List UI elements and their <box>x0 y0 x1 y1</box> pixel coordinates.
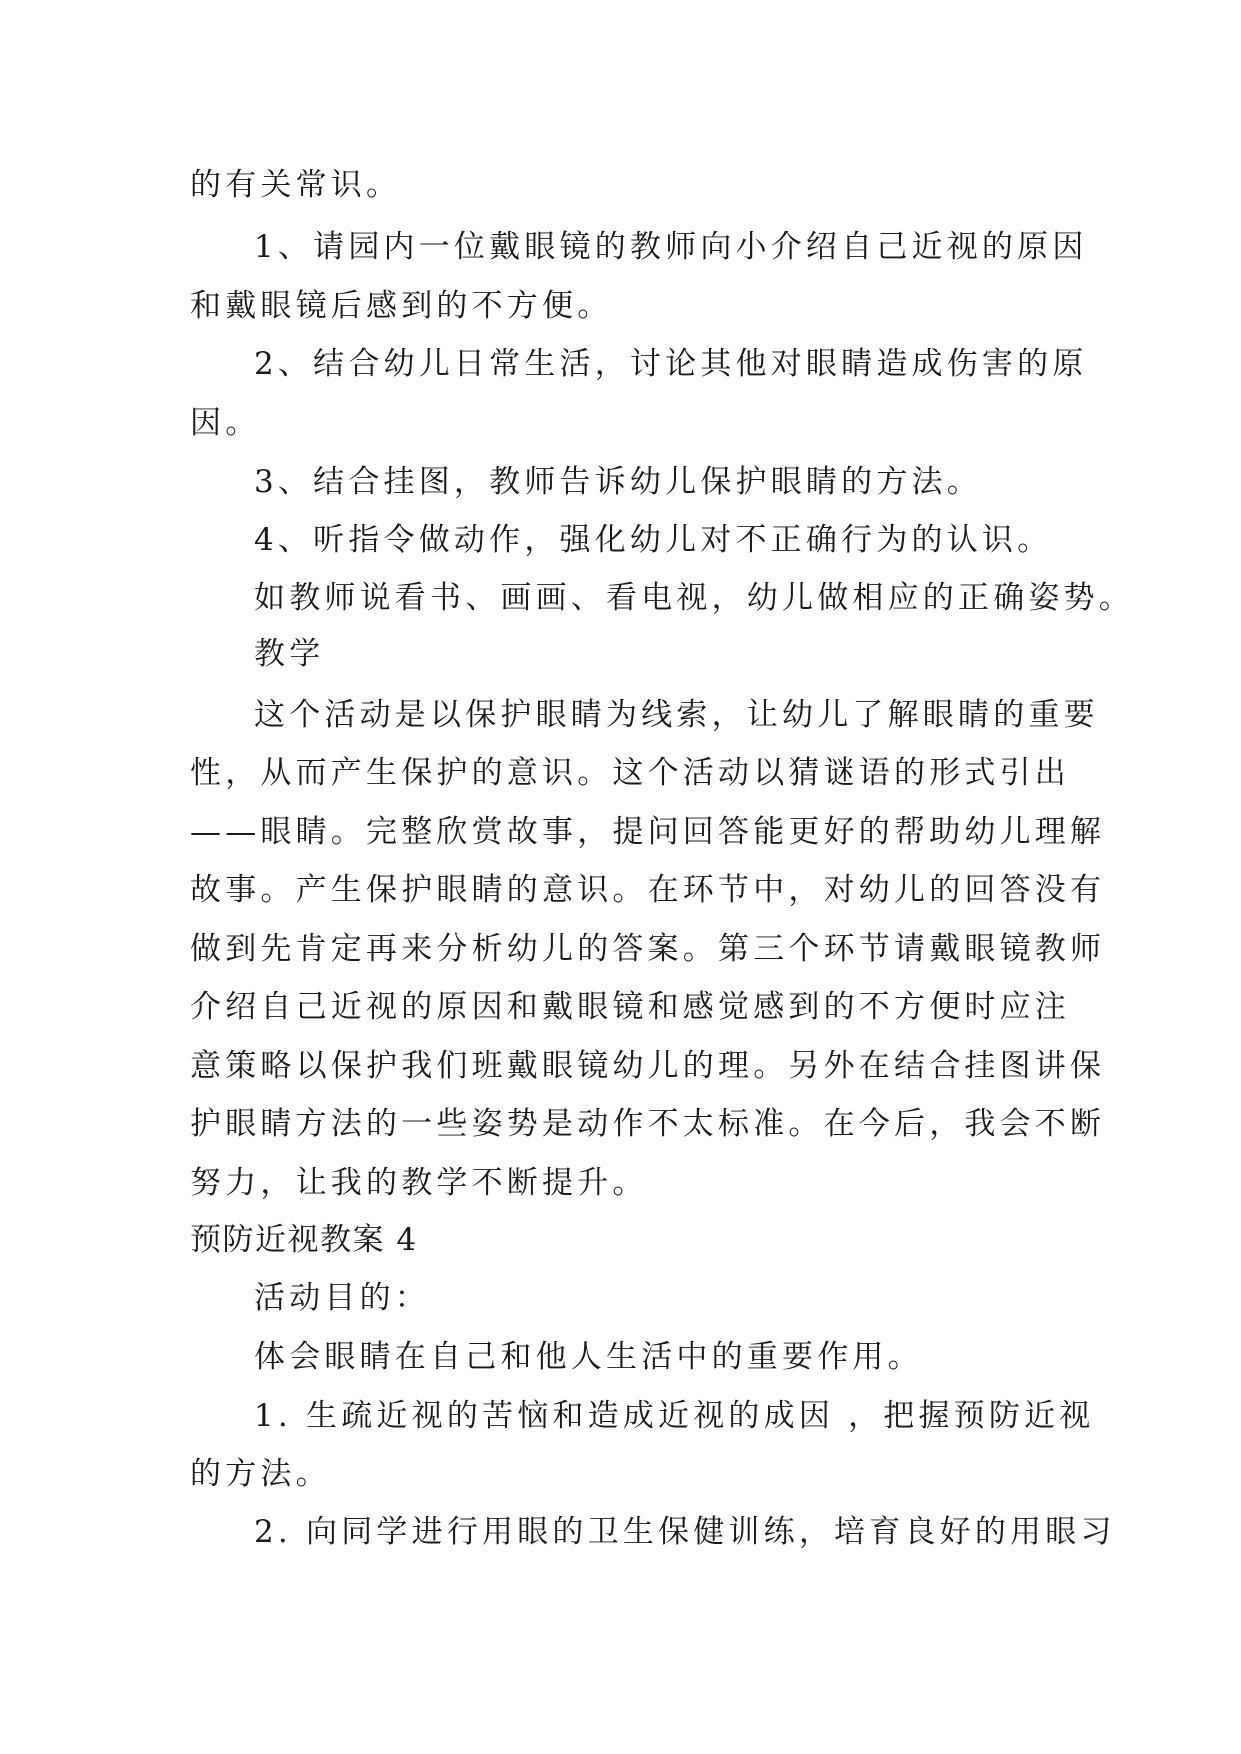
list-item-2: 2、结合幼儿日常生活，讨论其他对眼睛造成伤害的原 <box>254 346 1088 382</box>
section-label: 教学 <box>254 636 325 672</box>
paragraph-line: 性，从而产生保护的意识。这个活动以猜谜语的形式引出 <box>190 755 1070 791</box>
paragraph-line: 努力，让我的教学不断提升。 <box>190 1165 648 1201</box>
list-item-1: 1. 生疏近视的苦恼和造成近视的成因 ，把握预防近视 <box>254 1398 1095 1434</box>
list-item-2: 2. 向同学进行用眼的卫生保健训练，培育良好的用眼习 <box>254 1514 1116 1550</box>
paragraph-line: 故事。产生保护眼睛的意识。在环节中，对幼儿的回答没有 <box>190 872 1106 908</box>
list-item-1: 1、请园内一位戴眼镜的教师向小介绍自己近视的原因 <box>254 229 1088 265</box>
subheading: 活动目的： <box>254 1280 430 1316</box>
paragraph-line: 护眼睛方法的一些姿势是动作不太标准。在今后，我会不断 <box>190 1106 1106 1142</box>
paragraph-line: 做到先肯定再来分析幼儿的答案。第三个环节请戴眼镜教师 <box>190 931 1106 967</box>
paragraph-line: 的有关常识。 <box>190 167 402 203</box>
list-item-3: 3、结合挂图，教师告诉幼儿保护眼睛的方法。 <box>254 464 982 500</box>
paragraph-line: 体会眼睛在自己和他人生活中的重要作用。 <box>254 1339 923 1375</box>
section-heading: 预防近视教案 4 <box>190 1222 418 1258</box>
paragraph-line: 和戴眼镜后感到的不方便。 <box>190 288 613 324</box>
paragraph-line: 意策略以保护我们班戴眼镜幼儿的理。另外在结合挂图讲保 <box>190 1048 1106 1084</box>
paragraph-line: 介绍自己近视的原因和戴眼镜和感觉感到的不方便时应注 <box>190 989 1070 1025</box>
paragraph-line: 的方法。 <box>190 1456 331 1492</box>
paragraph-line: 这个活动是以保护眼睛为线索，让幼儿了解眼睛的重要 <box>254 697 1099 733</box>
list-item-4: 4、听指令做动作，强化幼儿对不正确行为的认识。 <box>254 522 1053 558</box>
paragraph-line: 如教师说看书、画画、看电视，幼儿做相应的正确姿势。 <box>254 580 1134 616</box>
paragraph-line: 因。 <box>190 405 261 441</box>
paragraph-line: ——眼睛。完整欣赏故事，提问回答能更好的帮助幼儿理解 <box>190 814 1106 850</box>
